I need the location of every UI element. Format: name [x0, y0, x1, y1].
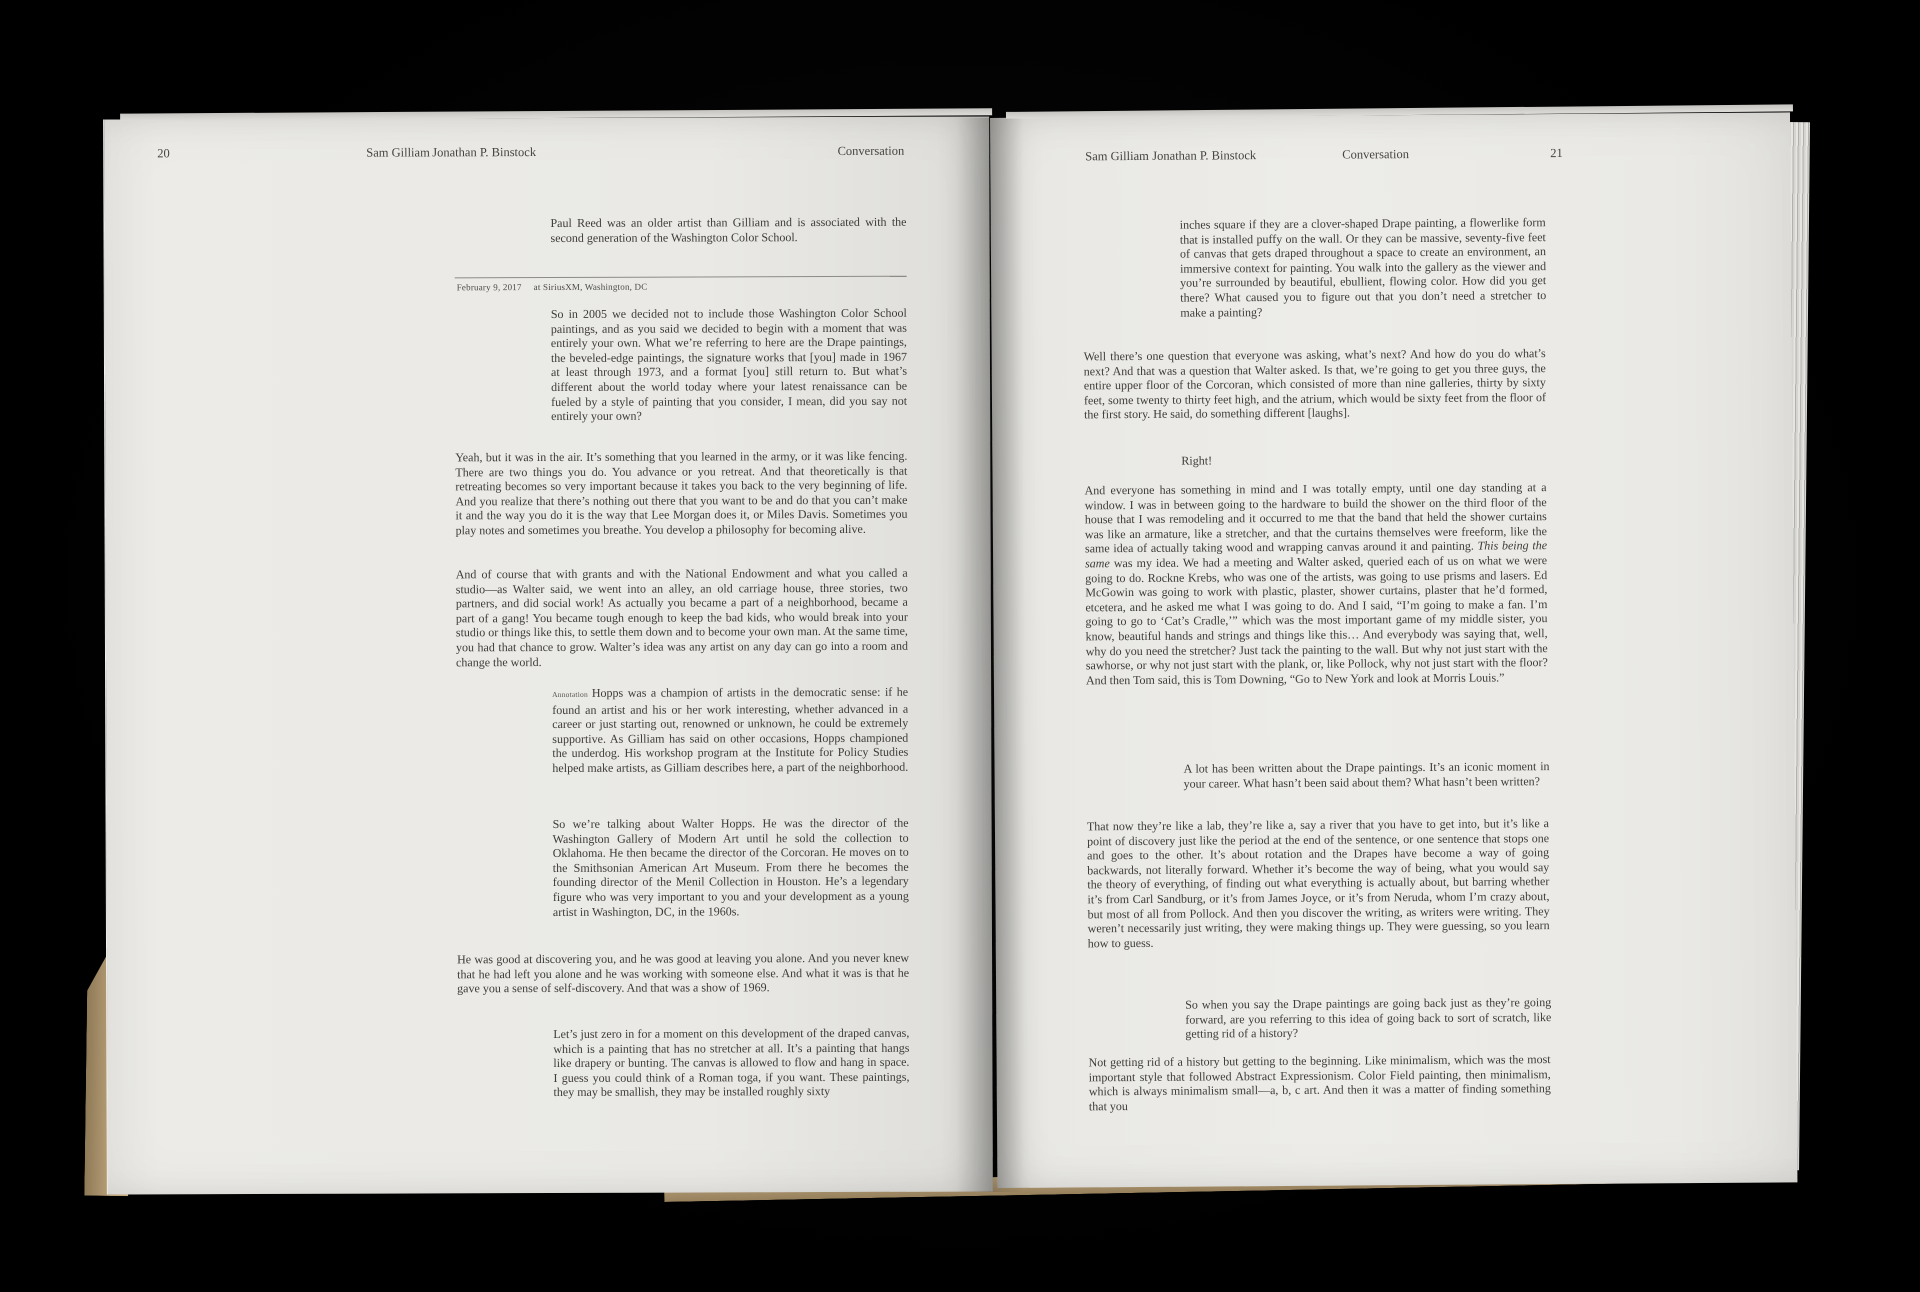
interviewer-question: A lot has been written about the Drape paintings. It’s an iconic moment in your career. What hasn’t been said about them? What hasn’t been written? — [1183, 759, 1550, 791]
session-date: February 9, 2017 — [456, 282, 522, 293]
interviewer-question: So we’re talking about Walter Hopps. He was the director of the Washington Gallery of Modern Art until he sold the collection to Oklahoma. He then became the director of the Corcoran. He moves on to the Smithsonian American Art Museum. From there he becomes the founding director of the Menil Collection in Houston. He’s a legendary figure who was very important to you and your development as a young artist in Washington, DC, in the 1960s. — [552, 815, 909, 919]
page-number-right: 21 — [1550, 146, 1563, 161]
gilliam-answer: Well there’s one question that everyone was asking, what’s next? And how do you do what’s next? And that was a question that Walter asked. Is that, we’re going to get you three guys, the entire upper floor of the Corcoran, which consisted of more than nine galleries, thirty by sixty feet, some twenty to thirty feet high, and the atrium, which would be sixty feet from the floor of the first story. He said, do something different [laughs]. — [1083, 346, 1547, 422]
interviewer-interjection: Right! — [1181, 453, 1213, 468]
session-divider-rule — [455, 276, 907, 279]
gilliam-answer — [1085, 480, 1548, 688]
gilliam-answer: And of course that with grants and with the National Endowment and what you called a studio—as Walter said, we went into an alley, an old carriage house, three stories, two partners, and did social work! As actually you became a part of a neighborhood, became a part of a gang! You became tough enough to keep the bad kids, who would break into your studio or things like this, to settle them down and to become your own man. At the same time, you had that chance to grow. Walter’s idea was any artist on any day can go into a room and change the world. — [455, 565, 908, 669]
annotation-text: Hopps was a champion of artists in the democratic sense: if he found an artist and his or her work interesting, whether advanced in a career or just starting out, renowned or unknown, he could be extremely supportive. As Gilliam has said on other occasions, Hopps championed the underdog. His workshop program at the Institute for Policy Studies helped make artists, as Gilliam describes here, a part of the neighborhood. — [552, 684, 909, 775]
gilliam-answer: He was good at discovering you, and he was good at leaving you alone. And you never knew that he had left you alone and he was working with someone else. And what it was is that he gave you a sense of self-discovery. And that was a show of 1969. — [457, 950, 910, 996]
annotation-label: Annotation — [552, 689, 588, 699]
header-author-1: Sam Gilliam — [1085, 148, 1149, 164]
header-author-1: Sam Gilliam — [366, 145, 430, 160]
left-page — [103, 116, 993, 1194]
answer-text-part: was my idea. We had a meeting and Walter asked, queried each of us on what we were going to do. Rockne Krebs, who was one of the artists, was going to use prisms and lasers. Ed McGowin was going to work with plastic, plaster, shower curtains, plaster that he’d formed, etcetera, and he asked me what I was going to do. And I said, “I’m going to make a fan. I’m going to go to ‘Cat’s Cradle,’” which was the most important game of my middle sister, you know, beautiful hands and strings and things like this… And everybody was saying that, well, why do you need the stretcher? Just tack the painting to the wall. But why not just start with the sawhorse, or why not just start with the plank, or, like Pollock, why not just start with the floor? And then Tom said, this is Tom Downing, “Go to New York and look at Morris Louis.” — [1085, 553, 1548, 688]
interviewer-question: inches square if they are a clover-shaped Drape painting, a flowerlike form that is installed puffy on the wall. Or they can be massive, seventy-five feet of canvas that gets draped throughout a space to create an environment, an immersive context for painting. You walk into the gallery as the viewer and you’re surrounded by beautiful, ebullient, flowing color. How did you get there? What caused you to figure out that you don’t need a stretcher to make a painting? — [1179, 215, 1547, 320]
gilliam-answer: Not getting rid of a history but getting to the beginning. Like minimalism, which was the most important style that followed Abstract Expressionism. Color Field painting, then minimalism, which is always minimalism small—a, b, c art. And then it was a matter of finding something that you — [1088, 1052, 1551, 1114]
interviewer-question: So in 2005 we decided not to include those Washington Color School paintings, and as you said we decided to begin with a moment that was entirely your own. What we’re referring to here are the Drape paintings, the beveled-edge paintings, the signature works that [you] made in 1967 at least through 1973, and a format [you] still return to. But what’s different about the world today where your latest renaissance can be fueled by a style of painting that you consider, I mean, did you say not entirely your own? — [550, 305, 908, 424]
right-page — [990, 112, 1797, 1188]
answer-text-part: And everyone has something in mind and I was totally empty, until one day standing at a window. I was in between going to the hardware to build the shower on the third floor of the house that I was remodeling and it occurred to me that the band that held the shower curtains was like an armature, like a stretcher, and that the curtains themselves were freeform, like the same idea of actually taking wood and wrapping canvas around it and painting. — [1084, 480, 1547, 556]
header-author-2: Jonathan P. Binstock — [432, 145, 537, 160]
session-note — [457, 282, 648, 293]
interviewer-question: So when you say the Drape paintings are going back just as they’re going forward, are you referring to this idea of going back to sort of scratch, like getting rid of a history? — [1185, 995, 1552, 1041]
header-section: Conversation — [837, 143, 905, 158]
session-location: at SiriusXM, Washington, DC — [533, 281, 648, 293]
gilliam-answer: Yeah, but it was in the air. It’s something that you learned in the army, or it was like fencing. There are two things you do. You advance or you retreat. And that theoretically is that retreating becomes so very important because it takes you back to the very beginning of life. And you realize that there’s nothing out there that you want to be and do that you can’t make it and the way you do it is the way that Lee Morgan does it, or Miles Davis. Sometimes you play notes and sometimes you breathe. You develop a philosophy for becoming alive. — [455, 448, 908, 538]
header-section: Conversation — [1342, 147, 1409, 162]
italic-phrase: This being the same — [1085, 538, 1548, 571]
header-author-2: Jonathan P. Binstock — [1152, 148, 1257, 163]
interviewer-question: Let’s just zero in for a moment on this development of the draped canvas, which is a painting that has no stretcher at all. It’s a painting that hangs like drapery or bunting. The canvas is allowed to flow and hang in space. I guess you could think of a Roman toga, if you want. These paintings, they may be smallish, they may be installed roughly sixty — [553, 1025, 910, 1100]
interviewer-question: Paul Reed was an older artist than Gilliam and is associated with the second generation of the Washington Color School. — [550, 214, 907, 245]
page-number-left: 20 — [157, 146, 170, 161]
gilliam-answer: That now they’re like a lab, they’re like a, say a river that you have to get into, but it’s like a point of discovery just like the period at the end of the sentence, or one sentence that stops one and goes to the other. It’s about rotation and the Drapes have become a way of going backwards, not literally forward. Whether it’s become the way of being, what you would say the theory of everything, of finding out what everything is actually about, but barring whether it’s from Carl Sandburg, or it’s from James Joyce, or it’s from Neruda, whom I’m crazy about, but most of all from Pollock. And then you discover the writing, as writers were writing. They weren’t necessarily just writing, they were making things up. They were guessing, so you learn how to guess. — [1086, 816, 1550, 951]
annotation-block — [552, 685, 908, 776]
